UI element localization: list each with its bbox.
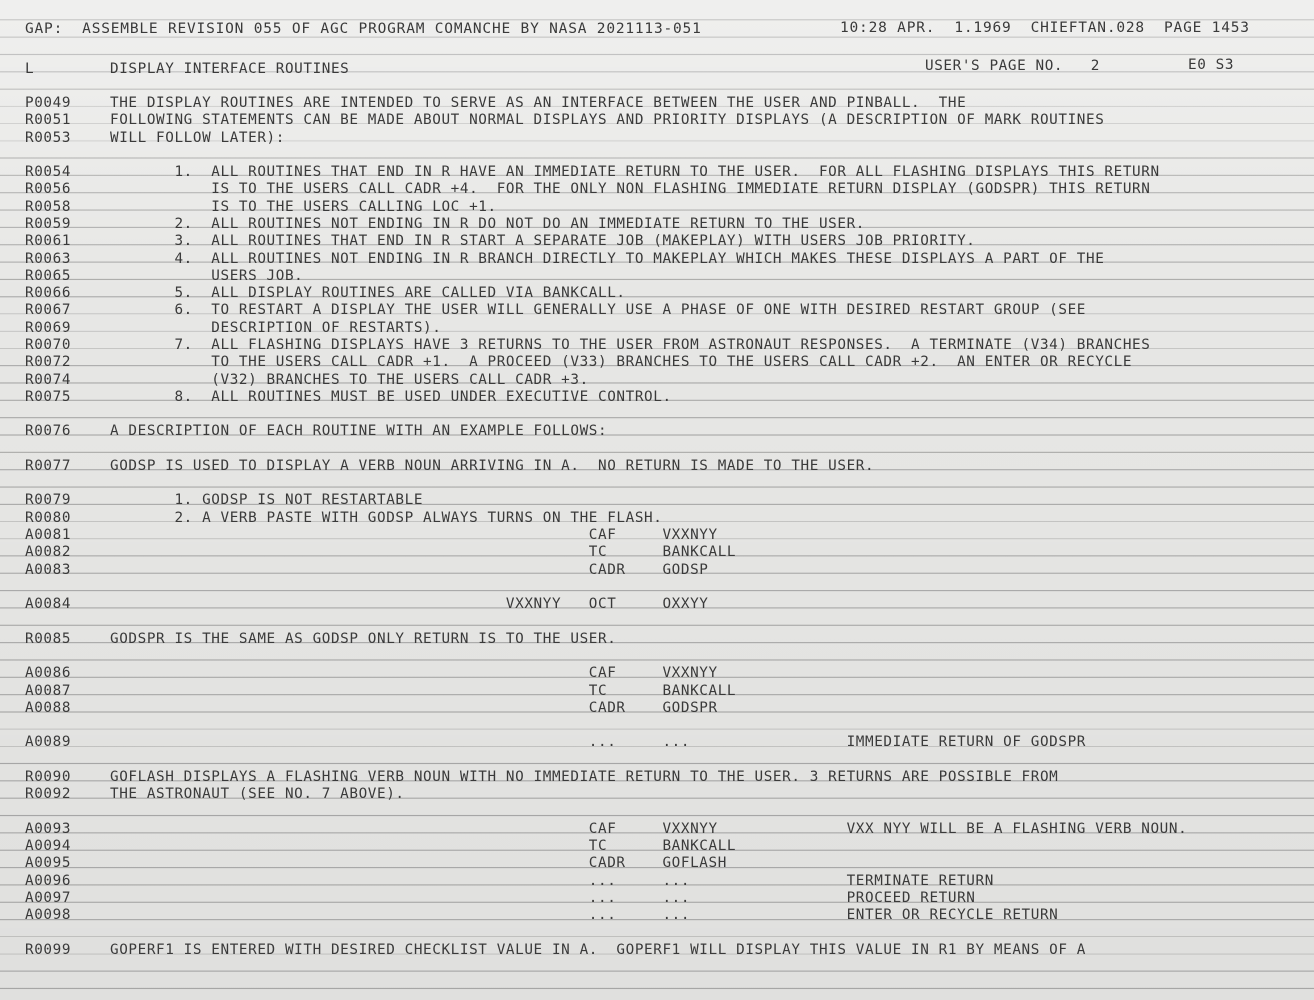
users-page-label: USER'S PAGE NO. 2: [925, 58, 1100, 74]
line-sequence-number: R0070: [25, 336, 72, 353]
line-sequence-number: A0086: [25, 665, 72, 682]
line-sequence-number: R0061: [25, 233, 72, 250]
line-text: 4. ALL ROUTINES NOT ENDING IN R BRANCH DIRECTLY TO MAKEPLAY WHICH MAKES THESE DISPLAYS A PART OF THE: [110, 250, 1105, 267]
line-sequence-number: A0081: [25, 527, 72, 543]
line-sequence-number: A0083: [25, 561, 72, 578]
listing-line: [0, 232, 1314, 250]
listing-line: [0, 491, 1314, 509]
line-sequence-number: R0092: [25, 786, 72, 803]
listing-line: [0, 198, 1314, 216]
line-text: WILL FOLLOW LATER):: [110, 129, 285, 146]
listing-line: [0, 768, 1314, 786]
line-text: FOLLOWING STATEMENTS CAN BE MADE ABOUT NORMAL DISPLAYS AND PRIORITY DISPLAYS (A DESCRIPTION OF MARK ROUTINES: [110, 112, 1105, 129]
listing-line: [0, 388, 1314, 406]
line-sequence-number: R0067: [25, 302, 72, 319]
listing-line: [0, 94, 1314, 112]
line-text: 8. ALL ROUTINES MUST BE USED UNDER EXECUTIVE CONTROL.: [110, 388, 672, 405]
line-sequence-number: R0056: [25, 181, 72, 198]
line-text: ... ... PROCEED RETURN: [110, 889, 976, 906]
line-text: CAF VXXNYY VXX NYY WILL BE A FLASHING VERB NOUN.: [110, 820, 1188, 837]
line-text: DESCRIPTION OF RESTARTS).: [110, 319, 442, 336]
header-right: 10:28 APR. 1.1969 CHIEFTAN.028 PAGE 1453: [840, 20, 1250, 36]
line-sequence-number: A0088: [25, 699, 72, 716]
line-sequence-number: A0096: [25, 872, 72, 889]
listing-line: [0, 474, 1314, 492]
listing-line: [0, 906, 1314, 924]
line-sequence-number: R0053: [25, 129, 72, 146]
line-text: CAF VXXNYY: [110, 527, 718, 543]
line-text: 2. A VERB PASTE WITH GODSP ALWAYS TURNS ON THE FLASH.: [110, 509, 663, 526]
listing-line: [0, 111, 1314, 129]
listing-line: [0, 682, 1314, 700]
line-text: ... ... ENTER OR RECYCLE RETURN: [110, 907, 1059, 924]
line-sequence-number: P0049: [25, 95, 72, 111]
listing-line: [0, 595, 1314, 613]
listing-line: [0, 699, 1314, 717]
line-text: 1. ALL ROUTINES THAT END IN R HAVE AN IMMEDIATE RETURN TO THE USER. FOR ALL FLASHING DISPLAYS THIS RETURN: [110, 164, 1160, 181]
line-text: IS TO THE USERS CALLING LOC +1.: [110, 198, 497, 215]
line-sequence-number: A0089: [25, 734, 72, 751]
line-sequence-number: R0075: [25, 388, 72, 405]
listing-line: [0, 941, 1314, 959]
line-text: USERS JOB.: [110, 267, 304, 284]
listing-line: [0, 716, 1314, 734]
line-sequence-number: A0097: [25, 889, 72, 906]
line-sequence-number: A0094: [25, 838, 72, 854]
listing-line: [0, 785, 1314, 803]
line-sequence-number: A0084: [25, 596, 72, 613]
line-sequence-number: R0054: [25, 164, 72, 181]
line-sequence-number: A0087: [25, 682, 72, 699]
line-text: GOPERF1 IS ENTERED WITH DESIRED CHECKLIST VALUE IN A. GOPERF1 WILL DISPLAY THIS VALUE IN R1 BY MEANS OF A: [110, 941, 1086, 958]
line-sequence-number: A0095: [25, 855, 72, 872]
line-text: TC BANKCALL: [110, 682, 737, 699]
line-sequence-number: R0058: [25, 198, 72, 215]
listing-line: [0, 854, 1314, 872]
line-text: THE ASTRONAUT (SEE NO. 7 ABOVE).: [110, 786, 405, 803]
line-text: VXXNYY OCT OXXYY: [110, 596, 709, 613]
listing-line: [0, 630, 1314, 648]
line-text: 2. ALL ROUTINES NOT ENDING IN R DO NOT DO AN IMMEDIATE RETURN TO THE USER.: [110, 216, 866, 232]
listing-line: [0, 250, 1314, 268]
line-text: GODSPR IS THE SAME AS GODSP ONLY RETURN IS TO THE USER.: [110, 630, 617, 647]
line-sequence-number: R0072: [25, 354, 72, 371]
listing-line: [0, 612, 1314, 630]
page-code: E0 S3: [1188, 57, 1235, 73]
listing-line: [0, 215, 1314, 233]
line-sequence-number: R0076: [25, 423, 72, 440]
listing-line: [0, 923, 1314, 941]
line-text: (V32) BRANCHES TO THE USERS CALL CADR +3.: [110, 371, 589, 388]
listing-line: [0, 820, 1314, 838]
listing-line: [0, 405, 1314, 423]
line-sequence-number: R0065: [25, 267, 72, 284]
listing-line: [0, 336, 1314, 354]
line-sequence-number: A0098: [25, 907, 72, 924]
listing-line: [0, 803, 1314, 821]
listing-line: [0, 284, 1314, 302]
line-text: 5. ALL DISPLAY ROUTINES ARE CALLED VIA BANKCALL.: [110, 285, 626, 302]
line-text: CADR GOFLASH: [110, 855, 727, 872]
line-sequence-number: R0051: [25, 112, 72, 129]
listing-line: [0, 457, 1314, 475]
listing-line: [0, 664, 1314, 682]
line-sequence-number: R0085: [25, 630, 72, 647]
line-sequence-number: R0069: [25, 319, 72, 336]
line-text: GODSP IS USED TO DISPLAY A VERB NOUN ARRIVING IN A. NO RETURN IS MADE TO THE USER.: [110, 457, 875, 474]
listing-line: [0, 889, 1314, 907]
section-title: DISPLAY INTERFACE ROUTINES: [110, 61, 350, 77]
listing-line: [0, 146, 1314, 164]
line-text: CADR GODSP: [110, 561, 709, 578]
listing-line: [0, 578, 1314, 596]
line-sequence-number: A0082: [25, 544, 72, 561]
listing-line: [0, 267, 1314, 285]
listing-line: [0, 353, 1314, 371]
listing-line: [0, 733, 1314, 751]
listing-line: [0, 543, 1314, 561]
line-sequence-number: R0099: [25, 941, 72, 958]
listing-line: [0, 837, 1314, 855]
listing-line: [0, 561, 1314, 579]
listing-line: [0, 129, 1314, 147]
listing-line: [0, 751, 1314, 769]
line-text: ... ... IMMEDIATE RETURN OF GODSPR: [110, 734, 1086, 751]
line-text: TO THE USERS CALL CADR +1. A PROCEED (V33) BRANCHES TO THE USERS CALL CADR +2. AN ENTER OR RECYCLE: [110, 354, 1133, 371]
line-text: A DESCRIPTION OF EACH ROUTINE WITH AN EXAMPLE FOLLOWS:: [110, 423, 608, 440]
line-text: 7. ALL FLASHING DISPLAYS HAVE 3 RETURNS TO THE USER FROM ASTRONAUT RESPONSES. A TERMINATE (V34) BRANCHES: [110, 336, 1151, 353]
line-text: GOFLASH DISPLAYS A FLASHING VERB NOUN WITH NO IMMEDIATE RETURN TO THE USER. 3 RETURNS ARE POSSIBLE FROM: [110, 768, 1059, 785]
line-sequence-number: R0090: [25, 768, 72, 785]
line-text: CAF VXXNYY: [110, 665, 718, 682]
line-text: 6. TO RESTART A DISPLAY THE USER WILL GENERALLY USE A PHASE OF ONE WITH DESIRED RESTART GROUP (SEE: [110, 302, 1086, 319]
line-text: ... ... TERMINATE RETURN: [110, 872, 994, 889]
listing-line: [0, 301, 1314, 319]
line-sequence-number: R0074: [25, 371, 72, 388]
listing-line: [0, 163, 1314, 181]
listing-line: [0, 526, 1314, 544]
line-text: TC BANKCALL: [110, 544, 737, 561]
line-text: IS TO THE USERS CALL CADR +4. FOR THE ONLY NON FLASHING IMMEDIATE RETURN DISPLAY (GODSPR) THIS RETURN: [110, 181, 1151, 198]
line-sequence-number: A0093: [25, 820, 72, 837]
listing-line: [0, 319, 1314, 337]
line-text: 3. ALL ROUTINES THAT END IN R START A SEPARATE JOB (MAKEPLAY) WITH USERS JOB PRIORITY.: [110, 233, 976, 250]
line-sequence-number: R0079: [25, 492, 72, 509]
line-sequence-number: R0080: [25, 509, 72, 526]
line-text: TC BANKCALL: [110, 838, 737, 854]
line-text: THE DISPLAY ROUTINES ARE INTENDED TO SERVE AS AN INTERFACE BETWEEN THE USER AND PINBALL. THE: [110, 95, 967, 111]
listing-line: [0, 371, 1314, 389]
line-text: CADR GODSPR: [110, 699, 718, 716]
line-text: 1. GODSP IS NOT RESTARTABLE: [110, 492, 424, 509]
listing-line: [0, 872, 1314, 890]
listing-line: [0, 647, 1314, 665]
header-left: GAP: ASSEMBLE REVISION 055 OF AGC PROGRAM COMANCHE BY NASA 2021113-051: [25, 21, 702, 37]
line-sequence-number: R0077: [25, 457, 72, 474]
line-sequence-number: R0066: [25, 285, 72, 302]
listing-line: [0, 509, 1314, 527]
listing-line: [0, 440, 1314, 458]
line-sequence-number: R0063: [25, 250, 72, 267]
line-sequence-number: R0059: [25, 216, 72, 232]
subheader-tag: L: [25, 61, 35, 77]
listing-line: [0, 422, 1314, 440]
listing-line: [0, 180, 1314, 198]
